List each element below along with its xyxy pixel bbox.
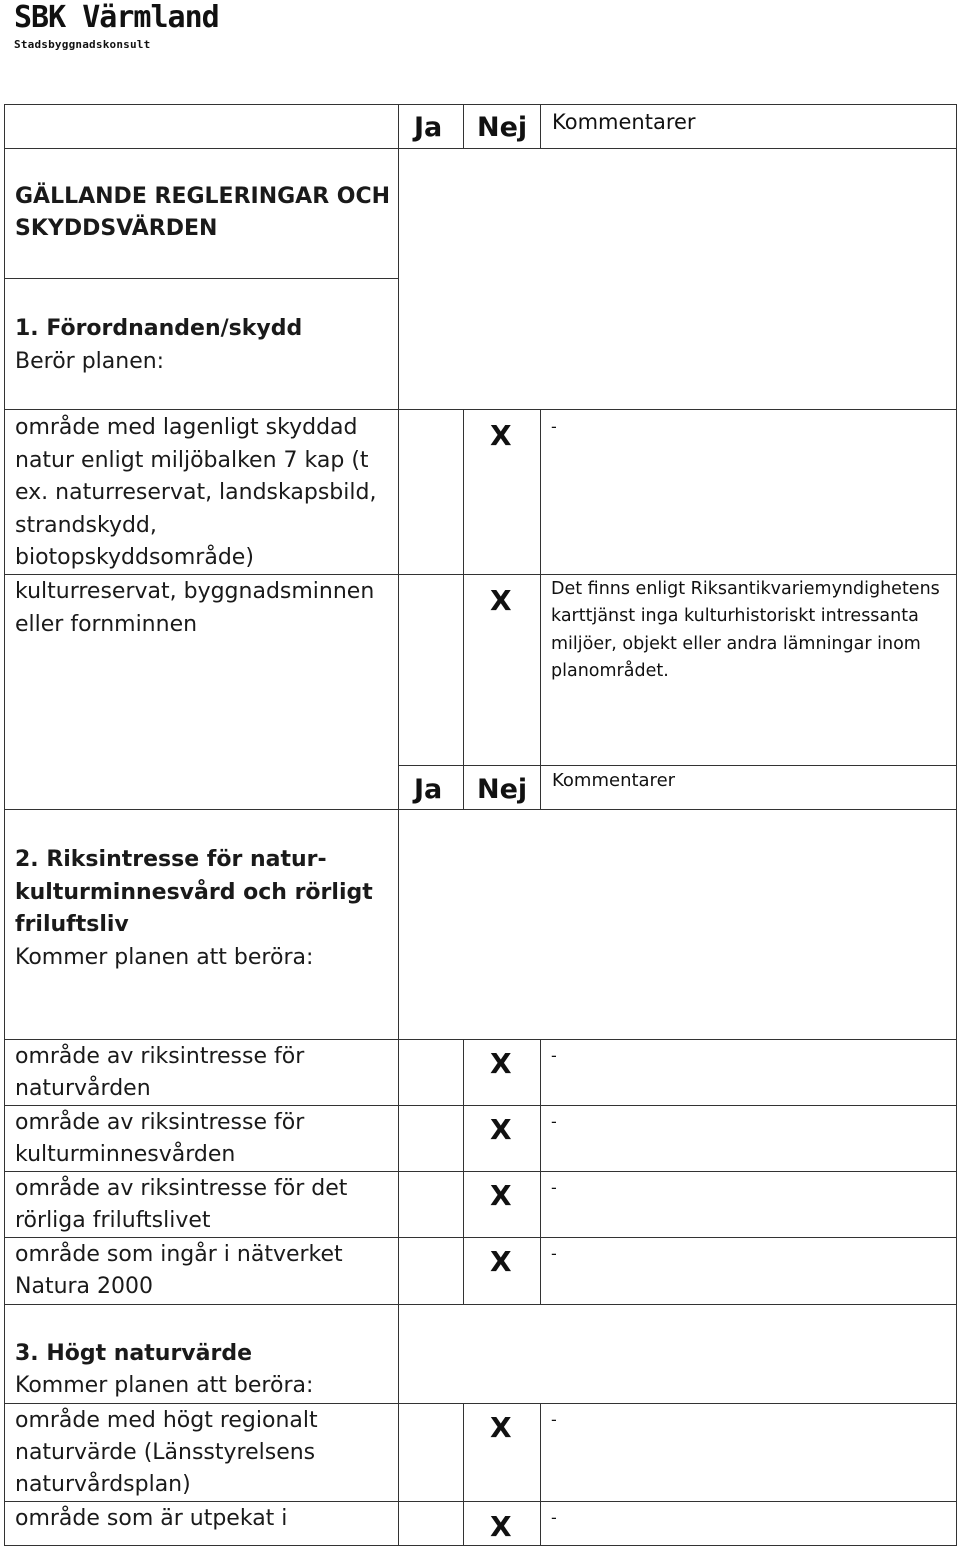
item-text-line: ex. naturreservat, landskapsbild,: [15, 480, 377, 505]
section2-title-line3: friluftsliv: [15, 912, 129, 937]
section1-question: Berör planen:: [15, 349, 165, 374]
item-text-line: kulturreservat, byggnadsminnen: [15, 579, 375, 604]
comment-line: planområdet.: [551, 661, 669, 681]
item-text-line: natur enligt miljöbalken 7 kap (t: [15, 448, 369, 473]
header-ja: Ja: [414, 774, 443, 805]
item-text-line: område med högt regionalt: [15, 1408, 318, 1433]
item-text-line: område som ingår i nätverket: [15, 1242, 343, 1267]
item-text-line: kulturminnesvården: [15, 1142, 236, 1167]
nej-checkmark: X: [490, 1510, 512, 1543]
item-text-line: naturvårdsplan): [15, 1472, 191, 1497]
section-heading-line1: GÄLLANDE REGLERINGAR OCH: [15, 184, 391, 209]
comment-dash: -: [551, 1046, 557, 1065]
item-text-line: biotopskyddsområde): [15, 545, 254, 570]
section3-question: Kommer planen att beröra:: [15, 1373, 314, 1398]
nej-checkmark: X: [490, 1179, 512, 1212]
comment-dash: -: [551, 1410, 557, 1429]
comment-dash: -: [551, 1508, 557, 1527]
comment-dash: -: [551, 1244, 557, 1263]
nej-checkmark: X: [490, 1411, 512, 1444]
nej-checkmark: X: [490, 584, 512, 617]
comment-dash: -: [551, 417, 557, 436]
item-text-line: eller fornminnen: [15, 612, 198, 637]
item-text-line: område av riksintresse för det: [15, 1176, 348, 1201]
header-kommentarer: Kommentarer: [552, 770, 676, 791]
section-heading-line2: SKYDDSVÄRDEN: [15, 216, 218, 241]
comment-dash: -: [551, 1112, 557, 1131]
item-text-line: naturvärde (Länsstyrelsens: [15, 1440, 316, 1465]
section1-title: 1. Förordnanden/skydd: [15, 316, 303, 341]
item-text-line: område som är utpekat i: [15, 1506, 288, 1531]
section2-question: Kommer planen att beröra:: [15, 945, 314, 970]
header-nej: Nej: [477, 112, 528, 143]
item-text-line: rörliga friluftslivet: [15, 1208, 211, 1233]
company-logo: [14, 0, 219, 52]
comment-dash: -: [551, 1178, 557, 1197]
item-text-line: område av riksintresse för: [15, 1044, 305, 1069]
header-kommentarer: Kommentarer: [552, 110, 696, 134]
header-ja: Ja: [414, 112, 443, 143]
logo-subtitle: Stadsbyggnadskonsult: [14, 38, 151, 51]
comment-line: karttjänst inga kulturhistoriskt intressanta: [551, 606, 919, 626]
nej-checkmark: X: [490, 1047, 512, 1080]
logo-title: SBK Värmland: [14, 0, 219, 35]
item-text-line: område med lagenligt skyddad: [15, 415, 358, 440]
nej-checkmark: X: [490, 1245, 512, 1278]
comment-line: Det finns enligt Riksantikvariemyndighetens: [551, 579, 940, 599]
item-text-line: naturvården: [15, 1076, 151, 1101]
nej-checkmark: X: [490, 1113, 512, 1146]
header-nej: Nej: [477, 774, 528, 805]
section2-title-line1: 2. Riksintresse för natur-: [15, 847, 327, 872]
comment-line: miljöer, objekt eller andra lämningar inom: [551, 634, 921, 654]
nej-checkmark: X: [490, 419, 512, 452]
section3-title: 3. Högt naturvärde: [15, 1341, 253, 1366]
item-text-line: område av riksintresse för: [15, 1110, 305, 1135]
item-text-line: strandskydd,: [15, 513, 157, 538]
item-text-line: Natura 2000: [15, 1274, 154, 1299]
section2-title-line2: kulturminnesvård och rörligt: [15, 880, 373, 905]
